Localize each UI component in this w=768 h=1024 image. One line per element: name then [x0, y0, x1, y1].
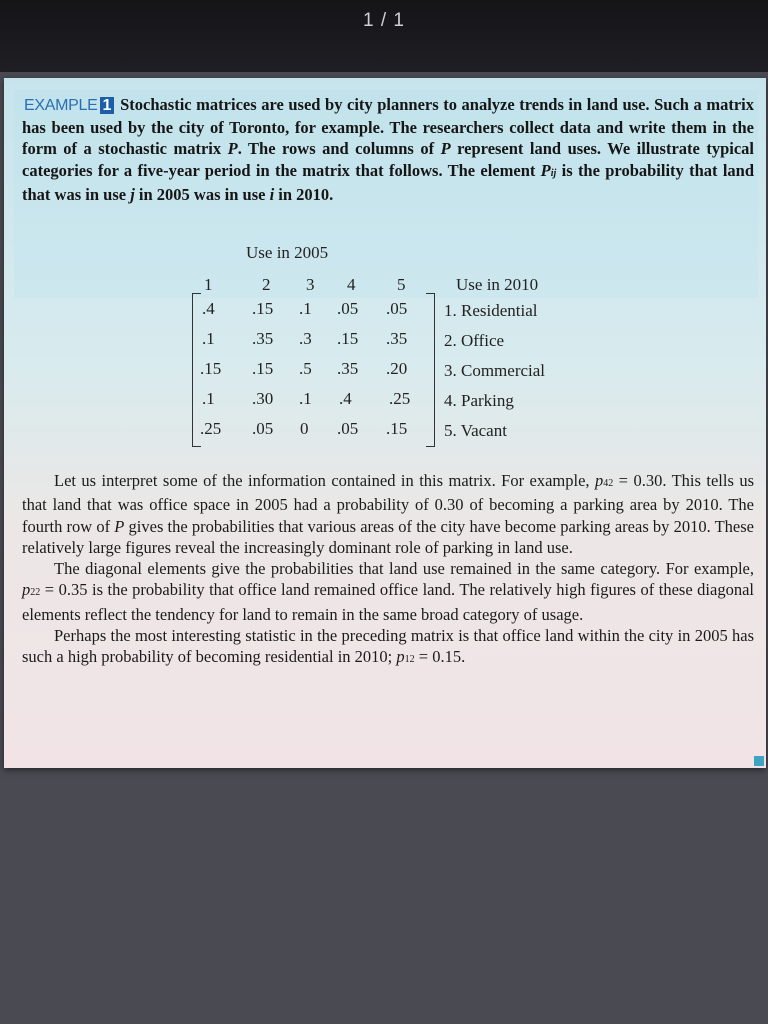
matrix-cell: .20: [386, 359, 408, 378]
matrix-cell: .4: [339, 389, 352, 408]
matrix-cell: .35: [337, 359, 359, 378]
matrix-col-number: 2: [262, 275, 271, 294]
matrix-cell: .25: [389, 389, 411, 408]
matrix-cell: .4: [202, 299, 215, 318]
example-label: EXAMPLE 1: [22, 97, 116, 114]
matrix-col-number: 3: [306, 275, 315, 294]
matrix-right-bracket: [426, 293, 435, 447]
body-text: [22, 470, 754, 671]
viewer-toolbar: [0, 0, 768, 72]
matrix-col-number: 1: [204, 275, 213, 294]
paragraph: Perhaps the most interesting statistic in the preceding matrix is that office land within the city in 2005 has such a high probability of becoming residential in 2010; p12 = 0.15.: [22, 626, 754, 667]
matrix-cell: .15: [252, 359, 274, 378]
matrix-cell: .1: [202, 329, 215, 348]
matrix-row-label: 2. Office: [444, 331, 505, 350]
matrix-cell: .30: [252, 389, 274, 408]
example-text: EXAMPLE 1 Stochastic matrices are used by city planners to analyze trends in land use. Such a matrix has been used by the city of Toronto, for example. The researchers collect data and write them in the form of a stochastic matrix P. The rows and columns of P represent land uses. We illustrate typical categories for a five-year period in the matrix that follows. The element Pij is the probability that land that was in use j in 2005 was in use i in 2010.: [22, 95, 755, 204]
matrix-col-number: 4: [347, 275, 356, 294]
matrix-cell: .25: [200, 419, 222, 438]
example-number: 1: [100, 97, 115, 114]
matrix-cell: .1: [299, 299, 312, 318]
matrix-row-label: 5. Vacant: [444, 421, 507, 440]
matrix-cell: .05: [337, 299, 359, 318]
matrix-cell: .05: [337, 419, 359, 438]
page-counter: 1 / 1: [363, 10, 405, 31]
matrix-column-header: Use in 2005: [246, 243, 329, 262]
matrix-cell: .35: [386, 329, 408, 348]
stochastic-matrix: [4, 78, 766, 458]
matrix-cell: .15: [337, 329, 359, 348]
matrix-cell: .1: [202, 389, 215, 408]
matrix-row-label: 1. Residential: [444, 301, 538, 320]
matrix-cell: .3: [299, 329, 312, 348]
paragraph: Let us interpret some of the information contained in this matrix. For example, p42 = 0.30. This tells us that land that was office space in 2005 had a probability of 0.30 of becoming a parking area by 2010. The fourth row of P gives the probabilities that various areas of the city have become parking areas by 2010. These relatively large figures reveal the increasingly dominant role of parking in land use.: [22, 471, 754, 557]
matrix-row-label: 4. Parking: [444, 391, 514, 410]
matrix-cell: .15: [252, 299, 274, 318]
matrix-cell: .05: [252, 419, 274, 438]
end-of-example-mark: [754, 756, 764, 766]
paragraph: The diagonal elements give the probabilities that land use remained in the same category. For example, p22 = 0.35 is the probability that office land remained office land. The relatively high figures of these diagonal elements reflect the tendency for land to remain in the same broad category of usage.: [22, 559, 754, 624]
matrix-cell: .15: [386, 419, 408, 438]
matrix-row-header: Use in 2010: [456, 275, 539, 294]
matrix-cell: 0: [300, 419, 309, 438]
matrix-row-label: 3. Commercial: [444, 361, 546, 380]
matrix-cell: .5: [299, 359, 312, 378]
matrix-cell: .35: [252, 329, 274, 348]
matrix-cell: .1: [299, 389, 312, 408]
matrix-col-number: 5: [397, 275, 406, 294]
document-page: [4, 78, 766, 768]
matrix-cell: .05: [386, 299, 408, 318]
matrix-cell: .15: [200, 359, 222, 378]
